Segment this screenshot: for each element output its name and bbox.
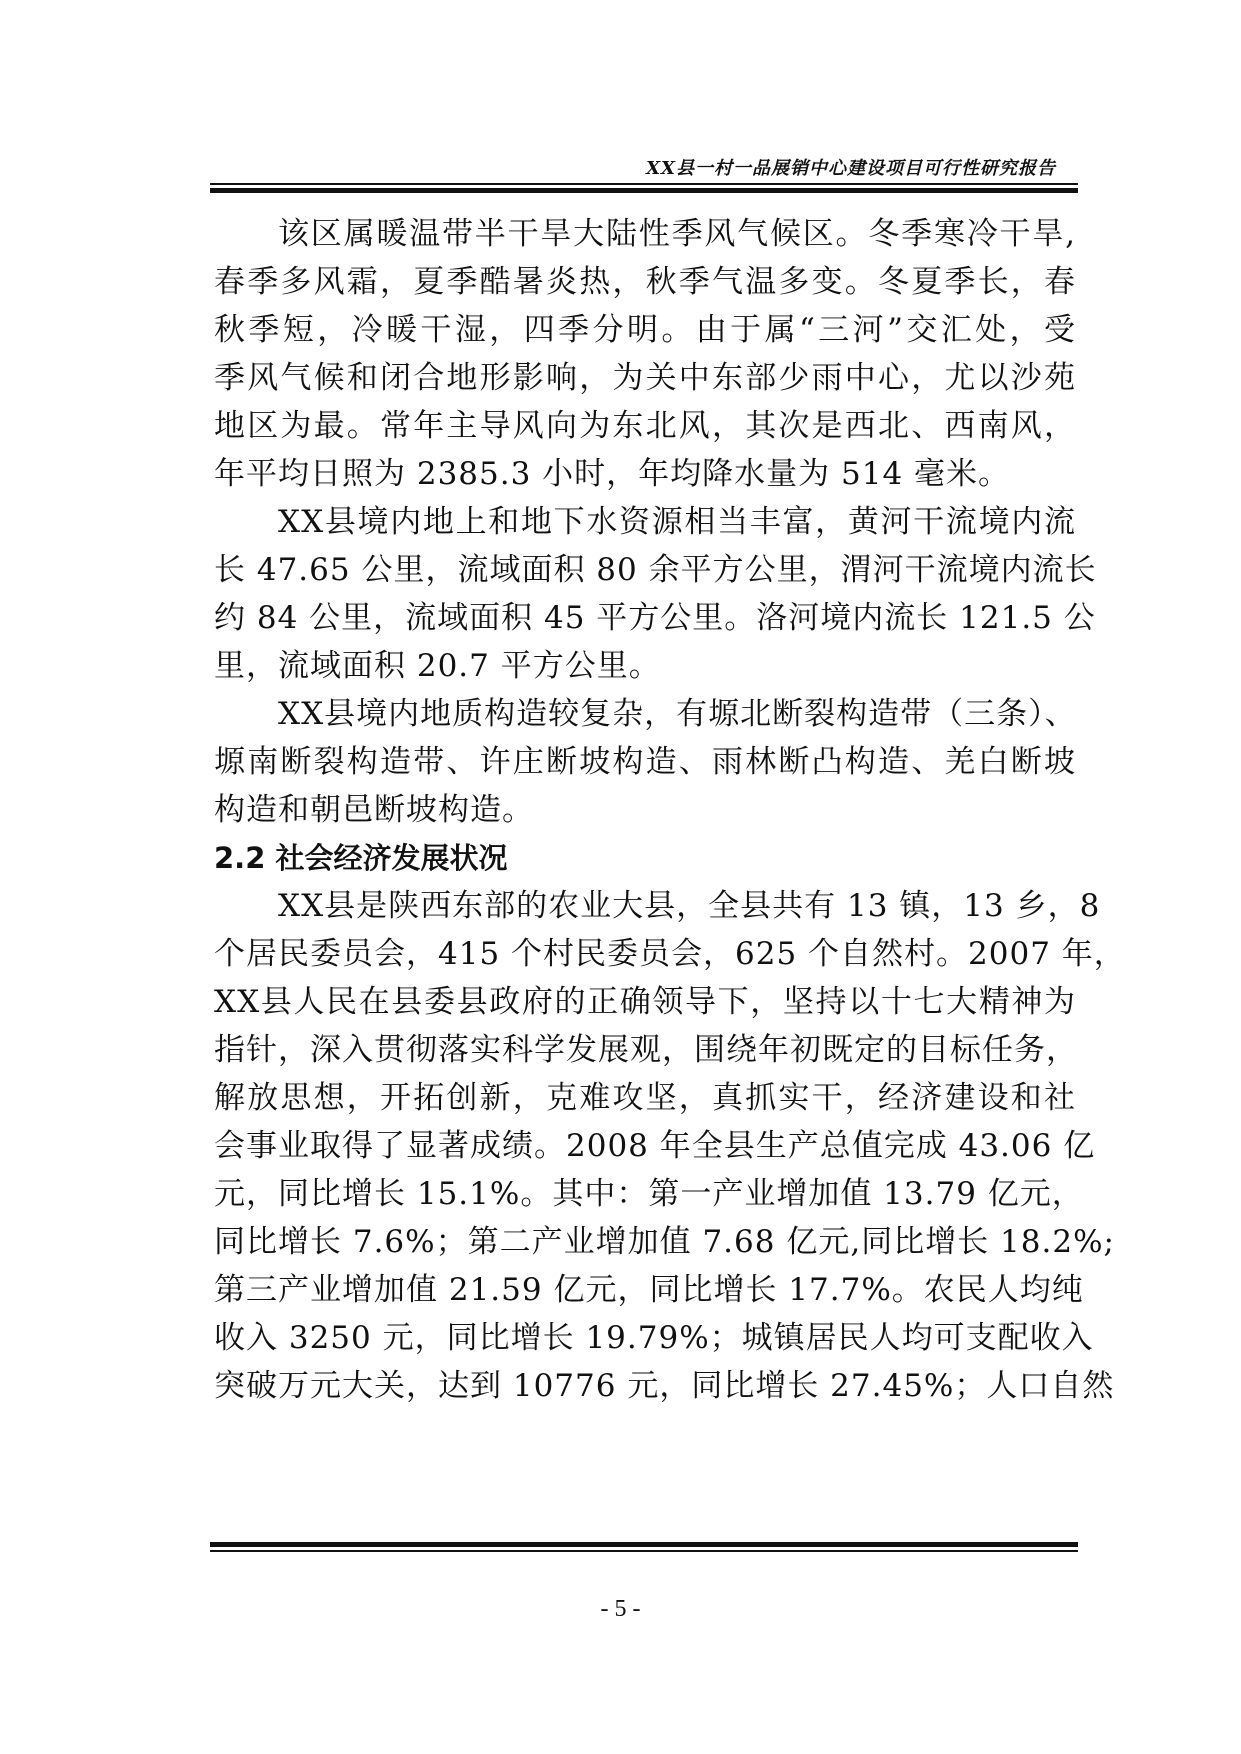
document-title: XX县一村一品展销中心建设项目可行性研究报告 <box>646 158 1056 179</box>
text-line: XX县境内地质构造较复杂，有塬北断裂构造带（三条）、 <box>278 696 1077 732</box>
text-line: 突破万元大关，达到 10776 元，同比增长 27.45%；人口自然 <box>214 1368 1115 1404</box>
text-line: 春季多风霜，夏季酷暑炎热，秋季气温多变。冬夏季长，春 <box>214 264 1076 300</box>
header-rule-thick <box>210 188 1078 193</box>
section-heading: 2.2 社会经济发展状况 <box>214 841 508 875</box>
document-body <box>214 210 1126 1410</box>
text-line: 长 47.65 公里，流域面积 80 余平方公里，渭河干流境内流长 <box>214 552 1097 588</box>
text-line: XX县境内地上和地下水资源相当丰富，黄河干流境内流 <box>278 504 1076 540</box>
text-line: 该区属暖温带半干旱大陆性季风气候区。冬季寒冷干旱, <box>278 216 1076 252</box>
text-line: 里，流域面积 20.7 平方公里。 <box>214 648 661 684</box>
text-line: 元，同比增长 15.1%。其中：第一产业增加值 13.79 亿元， <box>214 1176 1084 1212</box>
text-line: XX县是陕西东部的农业大县，全县共有 13 镇，13 乡，8 <box>278 888 1101 924</box>
text-line: 指针，深入贯彻落实科学发展观，围绕年初既定的目标任务， <box>214 1032 1078 1068</box>
text-line: 年平均日照为 2385.3 小时，年均降水量为 514 毫米。 <box>214 456 1011 492</box>
text-line: XX县人民在县委县政府的正确领导下，坚持以十七大精神为 <box>214 984 1076 1020</box>
text-line: 塬南断裂构造带、许庄断坡构造、雨林断凸构造、羌白断坡 <box>214 744 1076 780</box>
text-line: 个居民委员会，415 个村民委员会，625 个自然村。2007 年， <box>214 936 1126 972</box>
text-line: 解放思想，开拓创新，克难攻坚，真抓实干，经济建设和社 <box>214 1080 1076 1116</box>
text-line: 会事业取得了显著成绩。2008 年全县生产总值完成 43.06 亿 <box>214 1128 1096 1164</box>
paragraph-climate <box>214 210 1076 498</box>
paragraph-geology <box>214 690 1076 834</box>
text-line: 季风气候和闭合地形影响，为关中东部少雨中心，尤以沙苑 <box>214 360 1076 396</box>
text-line: 同比增长 7.6%；第二产业增加值 7.68 亿元,同比增长 18.2%; <box>214 1224 1115 1260</box>
text-line: 约 84 公里，流域面积 45 平方公里。洛河境内流长 121.5 公 <box>214 600 1096 636</box>
footer-rule-thin <box>210 1550 1078 1552</box>
header-rule-thin <box>210 183 1078 185</box>
text-line: 收入 3250 元，同比增长 19.79%；城镇居民人均可支配收入 <box>214 1320 1094 1356</box>
text-line: 第三产业增加值 21.59 亿元，同比增长 17.7%。农民人均纯 <box>214 1272 1084 1308</box>
paragraph-water-resources <box>214 498 1097 690</box>
text-line: 构造和朝邑断坡构造。 <box>214 792 534 828</box>
text-line: 秋季短，冷暖干湿，四季分明。由于属“三河”交汇处，受 <box>214 312 1076 348</box>
paragraph-socioeconomic <box>214 882 1126 1410</box>
text-line: 地区为最。常年主导风向为东北风，其次是西北、西南风， <box>214 408 1076 444</box>
page-number: - 5 - <box>600 1596 641 1622</box>
footer-rule-thick <box>210 1542 1078 1547</box>
